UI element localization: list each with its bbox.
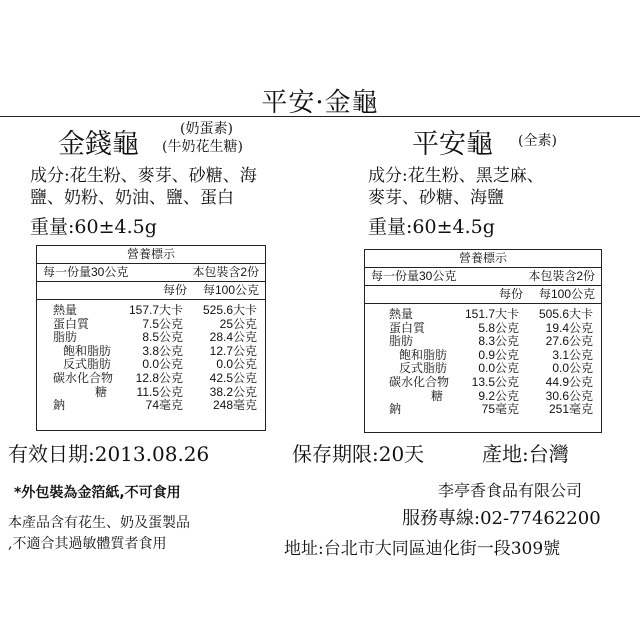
right-product-name: 平安龜 [412, 129, 493, 160]
right-product-note: (全素) [518, 133, 557, 149]
nutrient-per-100g: 30.6公克 [545, 388, 593, 403]
column-header-row [37, 282, 265, 300]
nutrient-row [37, 331, 265, 345]
right-ingredients-line-2: 麥芽、砂糖、海鹽 [368, 188, 504, 208]
nutrient-per-100g: 19.4公克 [545, 320, 593, 335]
nutrient-name: 熱量 [389, 307, 414, 321]
nutrient-row [365, 362, 601, 376]
nutrient-per-100g: 3.1公克 [552, 347, 593, 362]
nutrient-name: 飽和脂肪 [399, 347, 448, 362]
col-per-100g: 每100公克 [538, 287, 595, 301]
nutrient-per-serving: 5.8公克 [478, 320, 519, 335]
nutrient-per-100g: 28.4公克 [209, 330, 257, 345]
nutrient-name: 脂肪 [53, 330, 78, 345]
nutrient-row [37, 386, 265, 400]
right-ingredients-line-1: 成分:花生粉、黑芝麻、 [368, 166, 544, 186]
nutrient-name: 蛋白質 [389, 320, 426, 335]
nutrient-name: 蛋白質 [53, 316, 90, 331]
nutrient-per-serving: 11.5公克 [136, 384, 183, 399]
shelf-life: 保存期限:20天 [292, 442, 425, 466]
nutrient-name: 熱量 [53, 303, 78, 317]
nutrient-per-serving: 12.8公克 [135, 370, 183, 385]
nutrition-header: 營養標示 [37, 246, 265, 264]
left-product-name: 金錢龜 [58, 129, 139, 160]
nutrient-row [37, 304, 265, 318]
expiry-date: 有效日期:2013.08.26 [8, 442, 210, 466]
allergy-line-1: 本產品含有花生、奶及蛋製品 [8, 515, 190, 531]
serving-row [37, 264, 265, 282]
title-divider [0, 116, 640, 117]
allergy-line-2: ,不適合其過敏體質者食用 [8, 536, 167, 552]
nutrient-per-serving: 0.9公克 [478, 347, 519, 362]
nutrient-row [365, 335, 601, 349]
nutrition-body [365, 304, 601, 417]
nutrient-per-100g: 505.6大卡 [538, 307, 593, 321]
nutrient-per-100g: 25公克 [219, 316, 257, 331]
column-header-row [365, 286, 601, 304]
nutrient-row [365, 308, 601, 322]
right-nutrition-table [364, 249, 602, 433]
nutrient-name: 脂肪 [389, 334, 414, 349]
nutrient-per-serving: 0.0公克 [478, 361, 519, 376]
nutrient-per-100g: 12.7公克 [209, 343, 257, 358]
nutrient-name: 鈉 [53, 398, 66, 413]
nutrient-per-100g: 0.0公克 [216, 357, 257, 372]
nutrient-name: 鈉 [389, 402, 402, 417]
left-ingredients-line-1: 成分:花生粉、麥芽、砂糖、海 [30, 166, 257, 186]
nutrient-name: 糖 [95, 384, 108, 399]
nutrient-per-serving: 151.7大卡 [464, 307, 519, 321]
nutrient-per-serving: 3.8公克 [142, 343, 183, 358]
nutrient-per-100g: 0.0公克 [552, 361, 593, 376]
nutrient-row [365, 376, 601, 390]
nutrient-per-100g: 44.9公克 [545, 374, 593, 389]
nutrition-body [37, 300, 265, 413]
left-nutrition-table [36, 245, 266, 431]
nutrient-row [37, 399, 265, 413]
nutrient-row [37, 372, 265, 386]
serving-size: 每一份量30公克 [43, 265, 129, 279]
servings-per-pack: 本包裝含2份 [192, 265, 259, 279]
nutrient-per-100g: 248毫克 [212, 398, 257, 413]
nutrient-per-serving: 0.0公克 [142, 357, 183, 372]
col-per-100g: 每100公克 [202, 283, 259, 297]
col-per-serving: 每份 [162, 283, 187, 297]
left-weight: 重量:60±4.5g [30, 216, 157, 238]
right-weight: 重量:60±4.5g [368, 216, 495, 238]
col-per-serving: 每份 [498, 287, 523, 301]
nutrient-row [365, 403, 601, 417]
nutrient-per-serving: 74毫克 [145, 398, 183, 413]
service-hotline: 服務專線:02-77462200 [402, 508, 601, 529]
company-name: 李亭香食品有限公司 [438, 481, 583, 500]
left-ingredients-line-2: 鹽、奶粉、奶油、鹽、蛋白 [30, 188, 234, 208]
nutrient-name: 糖 [431, 388, 444, 403]
serving-size: 每一份量30公克 [371, 269, 457, 283]
nutrient-per-serving: 9.2公克 [478, 388, 519, 403]
left-product-note-2: (牛奶花生糖) [162, 139, 243, 155]
nutrient-name: 反式脂肪 [63, 357, 112, 372]
nutrient-per-serving: 13.5公克 [471, 374, 519, 389]
nutrient-per-serving: 8.3公克 [478, 334, 519, 349]
nutrient-name: 反式脂肪 [399, 361, 448, 376]
nutrient-per-serving: 157.7大卡 [128, 303, 183, 317]
nutrient-per-100g: 27.6公克 [545, 334, 593, 349]
nutrient-name: 碳水化合物 [389, 374, 450, 389]
nutrient-per-serving: 8.5公克 [142, 330, 183, 345]
nutrient-per-100g: 42.5公克 [209, 370, 257, 385]
nutrient-per-100g: 525.6大卡 [202, 303, 257, 317]
nutrient-per-100g: 251毫克 [548, 402, 593, 417]
left-product-note-1: (奶蛋素) [180, 121, 233, 137]
servings-per-pack: 本包裝含2份 [528, 269, 595, 283]
nutrient-row [37, 358, 265, 372]
nutrition-header: 營養標示 [365, 250, 601, 268]
origin: 產地:台灣 [482, 442, 569, 466]
packaging-warning: *外包裝為金箔紙,不可食用 [14, 485, 181, 501]
nutrient-per-serving: 7.5公克 [142, 316, 183, 331]
company-address: 地址:台北市大同區迪化街一段309號 [284, 539, 561, 559]
nutrient-per-100g: 38.2公克 [209, 384, 257, 399]
nutrient-name: 碳水化合物 [53, 370, 114, 385]
nutrient-name: 飽和脂肪 [63, 343, 112, 358]
page-title: 平安·金龜 [261, 88, 379, 118]
nutrient-per-serving: 75毫克 [481, 402, 519, 417]
serving-row [365, 268, 601, 286]
